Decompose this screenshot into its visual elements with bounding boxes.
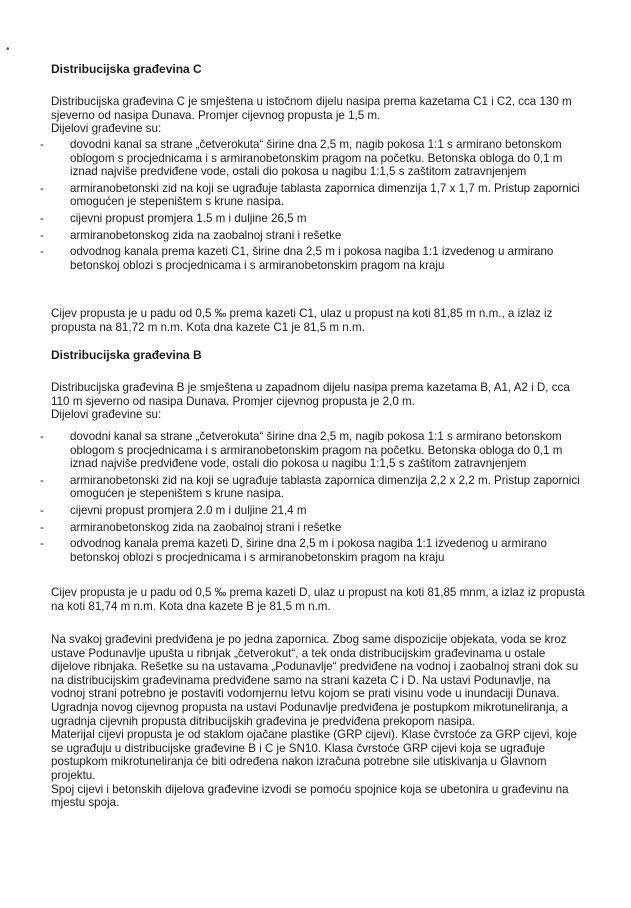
text-line: dijelove ribnjaka. Rešetke su na ustavama „Podunavlje“ predviđene na vodnoj i zaobalnoj strani dok su [51, 660, 579, 674]
text-line: Ugradnja novog cijevnog propusta na ustavi Podunavlje predviđena je postupkom mikrotuneliranja, a [51, 700, 568, 714]
list-item [40, 537, 615, 564]
section-heading-c: Distribucijska građevina C [51, 62, 202, 76]
bullet-dash: - [40, 228, 44, 242]
text-line: ustave Podunavlje upušta u ribnjak „četverokut“, a tek onda distribucijskim građevinama u ostale [51, 646, 546, 660]
text-line: iznad najviše predviđene vode, ostali dio pokosa u nagibu 1:1,5 s zaštitom zatravnjenjem [70, 457, 527, 471]
text-line: betonskoj oblozi s procjednicama i s armiranobetonskim pragom na kraju [70, 550, 445, 564]
text-line: na koti 81,74 m n.m. Kota dna kazete B je 81,5 m n.m. [51, 599, 331, 613]
text-line: armiranobetonskog zida na zaobalnoj strani i rešetke [70, 228, 342, 242]
text-line: mjestu spoja. [51, 796, 120, 810]
text-line: dovodni kanal sa strane „četverokuta“ širine dna 2,5 m, nagib pokosa 1:1 s armirano betonskom [70, 430, 562, 443]
bullet-dash: - [40, 520, 44, 534]
text-line: projektu. [51, 768, 96, 782]
list-item [40, 521, 615, 535]
margin-mark: • [6, 44, 10, 55]
text-line: propusta na 81,72 m n.m. Kota dna kazete C1 je 81,5 m n.m. [51, 320, 365, 334]
text-line: armiranobetonski zid na koji se ugrađuje tablasta zapornica dimenzija 1,7 x 1,7 m. Pristup zapornici [70, 181, 580, 195]
list-item [40, 182, 615, 209]
list-item [40, 212, 615, 226]
list-item [40, 504, 615, 518]
text-line: cijevni propust promjera 2.0 m i duljine 21,4 m [70, 503, 307, 517]
text-line: oblogom s procjednicama i s armiranobetonskim pragom na početku. Betonska obloga do 0,1 m [70, 151, 563, 165]
text-line: postupkom mikrotuneliranja će biti određena nakon izračuna potrebne sile utiskivanja u Glavnom [51, 755, 547, 769]
list-item [40, 430, 615, 471]
text-line: cijevni propust promjera 1.5 m i duljine 26,5 m [70, 211, 307, 225]
list-item [40, 229, 615, 243]
text-line: Distribucijska građevina B je smještena u zapadnom dijelu nasipa prema kazetama B, A1, A2 i D, cca [51, 381, 570, 394]
text-line: Spoj cijevi i betonskih dijelova građevine izvodi se pomoću spojnice koja se ubetonira u građevinu na [51, 782, 569, 796]
text-line: odvodnog kanala prema kazeti D, širine dna 2,5 m i pokosa nagiba 1:1 izvedenog u armirano [70, 537, 547, 551]
closing-paragraph [51, 633, 611, 810]
section-b-intro [51, 381, 611, 422]
text-line: sjeverno od nasipa Dunava. Promjer cijevnog propusta je 1,5 m. [51, 108, 381, 122]
text-line: armiranobetonskog zida na zaobalnoj strani i rešetke [70, 520, 342, 534]
text-line: Na svakoj građevini predviđena je po jedna zapornica. Zbog same dispozicije objekata, voda se kroz [51, 633, 567, 646]
text-line: oblogom s procjednicama i s armiranobetonskim pragom na početku. Betonska obloga do 0,1 m [70, 443, 563, 457]
list-item [40, 138, 615, 179]
bullet-dash: - [40, 537, 44, 551]
section-b-parts-list [40, 430, 615, 564]
bullet-dash: - [40, 503, 44, 517]
text-line: Materijal cijevi propusta je od staklom ojačane plastike (GRP cijevi). Klase čvrstoće za GRP cijevi, koje [51, 728, 578, 742]
list-item [40, 474, 615, 501]
text-line: armiranobetonski zid na koji se ugrađuje tablasta zapornica dimenzija 2,2 x 2,2 m. Pristup zapornici [70, 473, 580, 487]
bullet-dash: - [40, 211, 44, 225]
section-c-intro [51, 95, 611, 136]
section-c-outro [51, 307, 611, 334]
text-line: odvodnog kanala prema kazeti C1, širine dna 2,5 m i pokosa nagiba 1:1 izvedenog u armirano [70, 245, 554, 259]
bullet-dash: - [40, 138, 44, 151]
text-line: Distribucijska građevina C je smještena u istočnom dijelu nasipa prema kazetama C1 i C2, cca 130 m [51, 95, 572, 108]
text-line: na distribucijskim građevinama predviđene samo na strani kazeta C i D. Na ustavi Podunavlje, na [51, 673, 551, 687]
section-c-parts-list [40, 138, 615, 272]
section-b-outro [51, 586, 611, 613]
text-line: Dijelovi građevine su: [51, 122, 162, 136]
list-item [40, 245, 615, 272]
bullet-dash: - [40, 473, 44, 487]
text-line: omogućen je stepeništem s krune nasipa. [70, 487, 284, 501]
bullet-dash: - [40, 245, 44, 259]
section-heading-b: Distribucijska građevina B [51, 348, 202, 362]
text-line: ugradnja cijevnih propusta ditribucijskih građevina je predviđena prekopom nasipa. [51, 714, 476, 728]
text-line: Cijev propusta je u padu od 0,5 ‰ prema kazeti C1, ulaz u propust na koti 81,85 m n.m., a izlaz iz [51, 307, 553, 320]
text-line: omogućen je stepeništem s krune nasipa. [70, 195, 284, 209]
text-line: iznad najviše predviđene vode, ostali dio pokosa u nagibu 1:1,5 s zaštitom zatravnjenjem [70, 165, 527, 179]
text-line: se ugrađuju u distribucijske građevine B i C je SN10. Klasa čvrstoće GRP cijevi koja se ugrađuje [51, 741, 546, 755]
text-line: dovodni kanal sa strane „četverokuta“ širine dna 2,5 m, nagib pokosa 1:1 s armirano betonskom [70, 138, 562, 151]
text-line: Dijelovi građevine su: [51, 408, 162, 422]
text-line: betonskoj oblozi s procjednicama i s armiranobetonskim pragom na kraju [70, 258, 445, 272]
bullet-dash: - [40, 430, 44, 443]
bullet-dash: - [40, 181, 44, 195]
text-line: Cijev propusta je u padu od 0,5 ‰ prema kazeti D, ulaz u propust na koti 81,85 mnm, a izlaz iz propusta [51, 586, 585, 599]
text-line: vodnoj strani potrebno je postaviti vodomjernu letvu kojom se prati visinu vode u inundaciji Dunava. [51, 687, 560, 701]
text-line: 110 m sjeverno od nasipa Dunava. Promjer cijevnog propusta je 2,0 m. [51, 394, 415, 408]
